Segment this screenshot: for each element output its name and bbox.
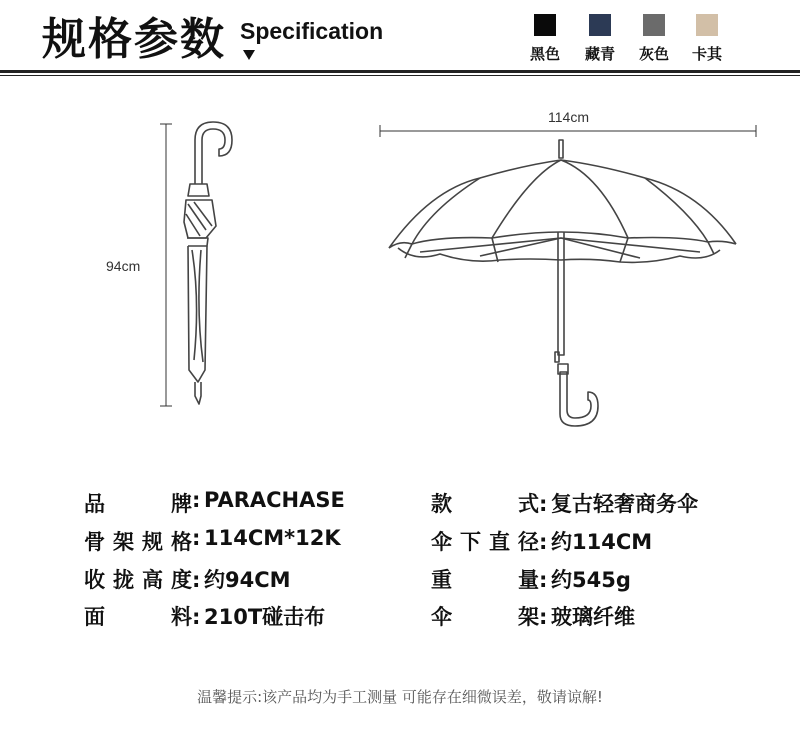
spec-colon: :	[539, 530, 548, 554]
spec-value: PARACHASE	[204, 488, 345, 512]
spec-label: 品牌	[84, 492, 192, 516]
spec-row-frame-material	[431, 601, 635, 631]
spec-row-weight	[431, 564, 631, 594]
spec-label: 伞下直径	[431, 530, 539, 554]
spec-colon: :	[192, 568, 201, 592]
open-diameter-dimension	[380, 125, 756, 137]
spec-value: 约94CM	[204, 568, 291, 592]
color-label: 藏青	[584, 45, 615, 63]
page-subtitle: Specification	[240, 18, 384, 44]
footer-note: 温馨提示:该产品均为手工测量 可能存在细微误差，敬请谅解!	[197, 688, 603, 706]
spec-row-frame	[84, 526, 341, 556]
spec-value: 114CM*12K	[204, 526, 341, 550]
spec-colon: :	[539, 605, 548, 629]
spec-row-folded-height	[84, 564, 291, 594]
spec-colon: :	[539, 568, 548, 592]
open-diameter-label: 114cm	[548, 109, 589, 125]
open-umbrella-icon	[389, 140, 736, 426]
spec-row-brand	[84, 488, 345, 518]
color-label: 卡其	[691, 45, 722, 63]
spec-value: 约114CM	[551, 530, 653, 554]
color-label: 灰色	[638, 45, 669, 63]
closed-length-dimension	[160, 124, 172, 406]
spec-label: 重量	[431, 568, 539, 592]
spec-label: 款式	[431, 492, 539, 516]
closed-umbrella-icon	[184, 122, 232, 404]
spec-label: 收拢高度	[84, 568, 192, 592]
spec-row-style	[431, 488, 698, 518]
spec-value: 约545g	[551, 568, 631, 592]
closed-length-label: 94cm	[106, 258, 141, 274]
spec-value: 210T碰击布	[204, 605, 326, 629]
spec-label: 面料	[84, 605, 192, 629]
spec-value: 复古轻奢商务伞	[551, 492, 698, 516]
spec-value: 玻璃纤维	[551, 605, 635, 629]
spec-row-fabric	[84, 601, 325, 631]
color-label: 黑色	[529, 45, 560, 63]
spec-colon: :	[192, 488, 201, 512]
spec-row-diameter	[431, 526, 652, 556]
spec-colon: :	[539, 492, 548, 516]
spec-label: 伞架	[431, 605, 539, 629]
spec-colon: :	[192, 605, 201, 629]
page-title: 规格参数	[42, 14, 226, 65]
spec-colon: :	[192, 526, 201, 550]
spec-label: 骨架规格	[84, 530, 192, 554]
